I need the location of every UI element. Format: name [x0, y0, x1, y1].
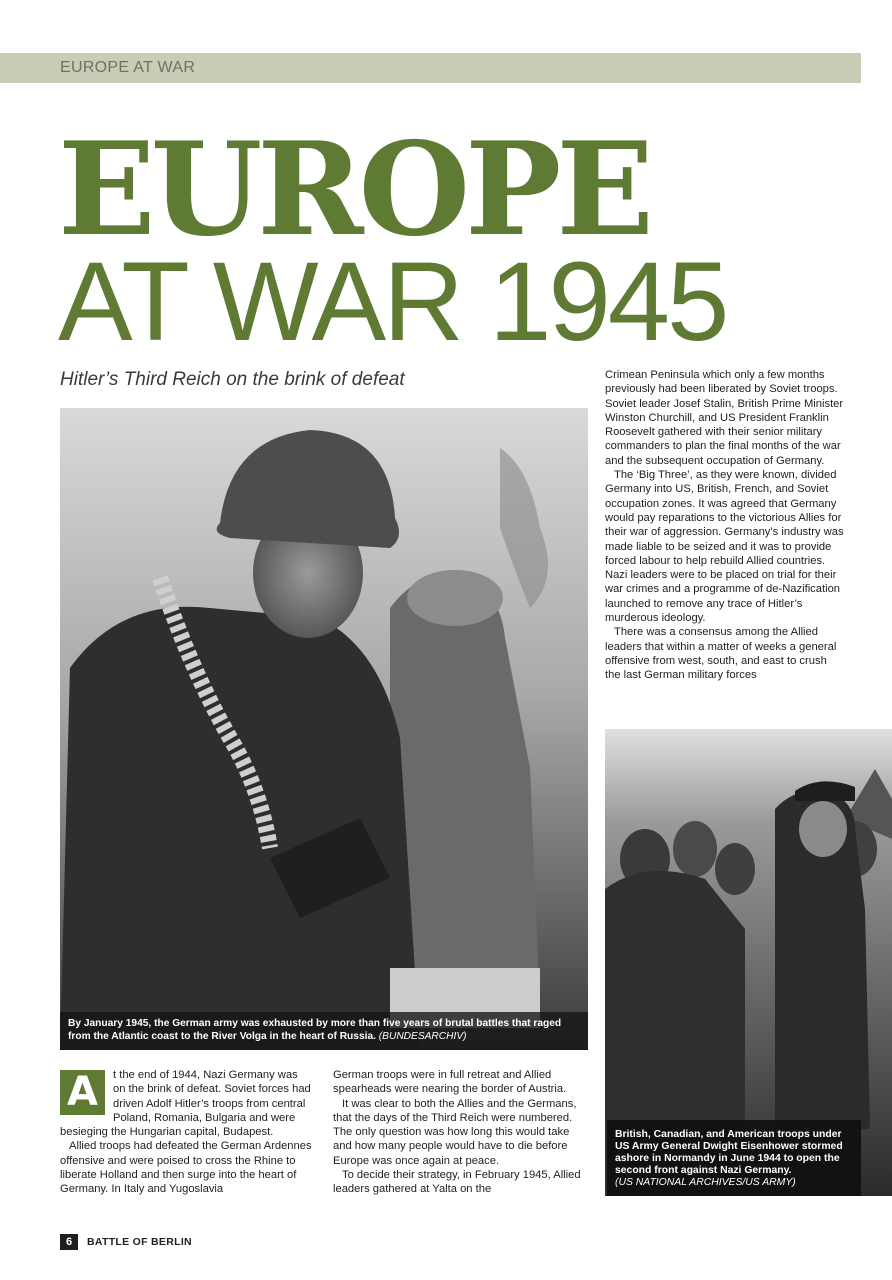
- paragraph: t the end of 1944, Nazi Germany was on the brink of defeat. Soviet forces had driven Adolf Hitler’s troops from central Poland, Romania, Bulgaria and were besieging the Hungarian capital, Budapest.: [60, 1069, 311, 1139]
- side-caption-credit: (US NATIONAL ARCHIVES/US ARMY): [615, 1177, 796, 1188]
- drop-cap: A: [60, 1070, 105, 1115]
- section-label: EUROPE AT WAR: [60, 59, 196, 76]
- main-caption-credit: (BUNDESARCHIV): [378, 1030, 467, 1042]
- section-header-bar: [0, 53, 861, 83]
- paragraph: German troops were in full retreat and Allied spearheads were nearing the border of Austria.: [333, 1069, 567, 1096]
- paragraph: It was clear to both the Allies and the Germans, that the days of the Third Reich were numbered. The only question was how long this would take and how many people would have to die before Europe was once again at peace.: [333, 1097, 577, 1167]
- paragraph: The ‘Big Three’, as they were known, divided Germany into US, British, French, and Soviet occupation zones. It was agreed that Germany would pay reparations to the victorious Allies for their war of aggression. Germany’s industry was made liable to be seized and it was to provide forced labour to help rebuild Allied countries. Nazi leaders were to be placed on trial for their war crimes and a programme of de-Nazification launched to remove any trace of Hitler’s murderous ideology.: [605, 469, 844, 625]
- paragraph: Crimean Peninsula which only a few months previously had been liberated by Soviet troops. Soviet leader Josef Stalin, British Prime Minister Winston Churchill, and US President Franklin Roosevelt gathered with their senior military commanders to plan the final months of the war and the subsequent occupation of Germany.: [605, 369, 844, 467]
- page-footer: [60, 1234, 192, 1250]
- standfirst: Hitler’s Third Reich on the brink of defeat: [60, 369, 405, 390]
- side-photo-caption: [607, 1120, 861, 1196]
- main-caption-text: By January 1945, the German army was exhausted by more than five years of brutal battles that raged from the Atlantic coast to the River Volga in the heart of Russia.: [68, 1018, 562, 1042]
- main-photo-caption: [60, 1012, 588, 1050]
- headline-line-2: AT WAR 1945: [58, 239, 727, 364]
- article-column-3: [605, 368, 845, 683]
- paragraph: Allied troops had defeated the German Ardennes offensive and were poised to cross the Rhine to liberate Holland and then surge into the heart of Germany. In Italy and Yugoslavia: [60, 1140, 312, 1196]
- page-number: 6: [60, 1234, 78, 1250]
- publication-name: BATTLE OF BERLIN: [87, 1236, 192, 1248]
- article-column-1: [60, 1068, 312, 1197]
- paragraph: To decide their strategy, in February 1945, Allied leaders gathered at Yalta on the: [333, 1169, 581, 1196]
- article-column-2: [333, 1068, 585, 1197]
- paragraph: There was a consensus among the Allied leaders that within a matter of weeks a general offensive from west, south, and east to crush the last German military forces: [605, 626, 837, 682]
- headline-line-1: EUROPE: [58, 115, 649, 265]
- main-photo-soldier: [60, 408, 588, 1050]
- side-caption-text: British, Canadian, and American troops under US Army General Dwight Eisenhower stormed ashore in Normandy in June 1944 to open the second front against Nazi Germany.: [615, 1129, 843, 1176]
